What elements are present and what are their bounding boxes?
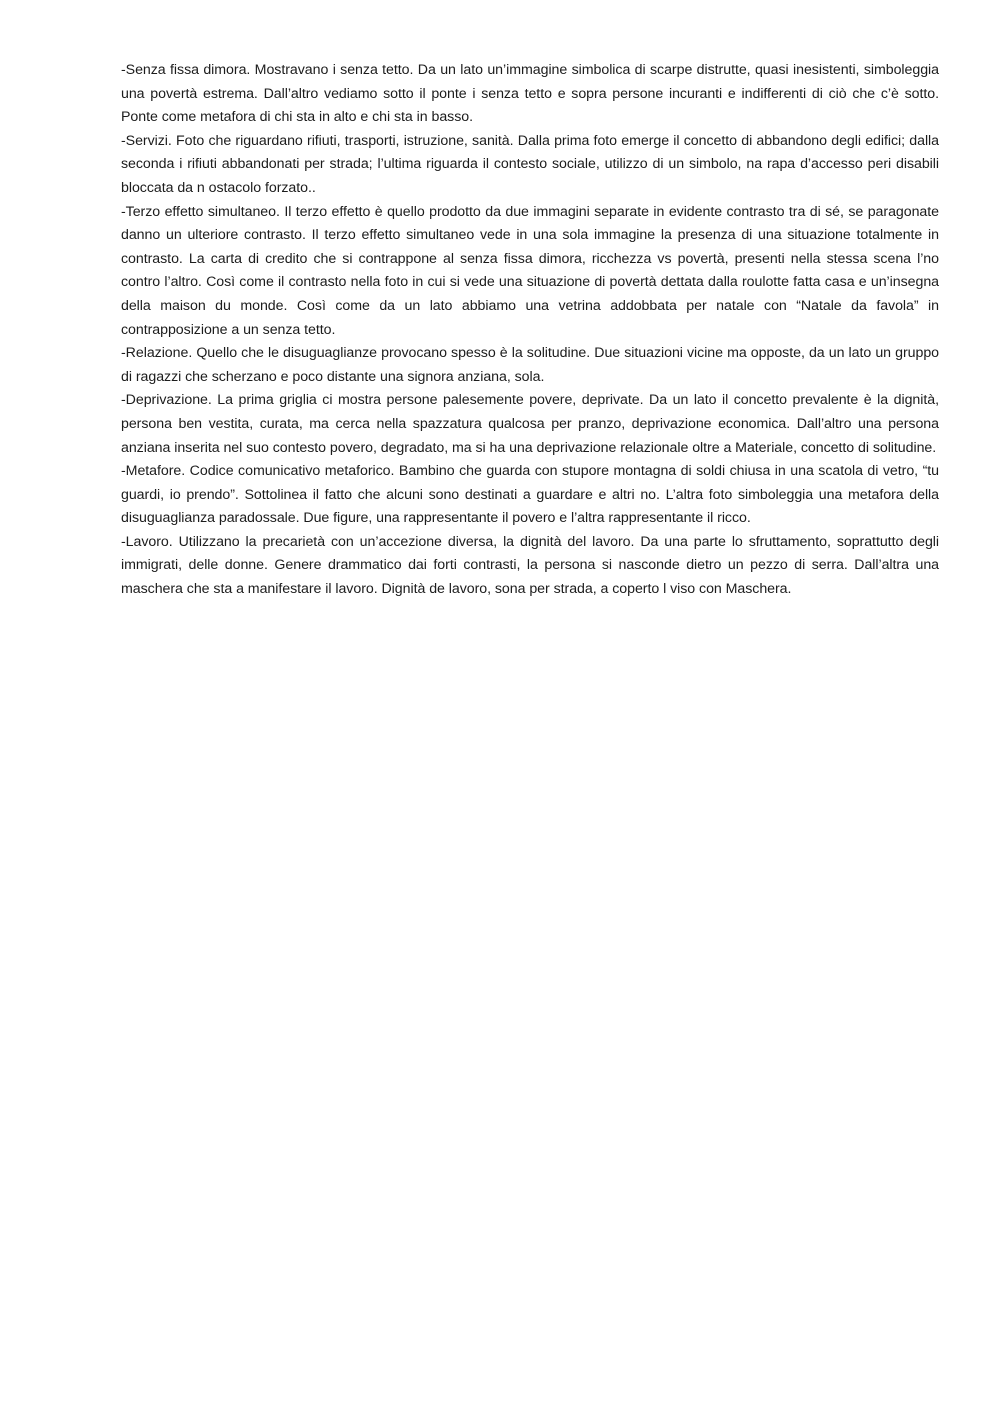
paragraph-servizi: -Servizi. Foto che riguardano rifiuti, trasporti, istruzione, sanità. Dalla prima foto emerge il concetto di abbandono degli edifici; dalla seconda i rifiuti abbandonati per strada; l’ultima riguarda il contesto sociale, utilizzo di un simbolo, na rapa d’accesso peri disabili bloccata da n ostacolo forzato.. <box>121 132 939 196</box>
paragraph-terzo-effetto-simultaneo: -Terzo effetto simultaneo. Il terzo effetto è quello prodotto da due immagini separate in evidente contrasto tra di sé, se paragonate danno un ulteriore contrasto. Il terzo effetto simultaneo vede in una sola immagine la presenza di una situazione totalmente in contrasto. La carta di credito che si contrappone al senza fissa dimora, ricchezza vs povertà, presenti nella stessa scena l’no contro l’altro. Così come il contrasto nella foto in cui si vede una situazione di povertà dettata dalla roulotte fatta casa e un’insegna della maison du monde. Così come da un lato abbiamo una vetrina addobbata per natale con “Natale da favola” in contrapposizione a un senza tetto. <box>121 203 939 338</box>
paragraph-deprivazione: -Deprivazione. La prima griglia ci mostra persone palesemente povere, deprivate. Da un lato il concetto prevalente è la dignità, persona ben vestita, curata, ma cerca nella spazzatura qualcosa per pranzo, deprivazione economica. Dall’altro una persona anziana inserita nel suo contesto povero, degradato, ma si ha una deprivazione relazionale oltre a Materiale, concetto di solitudine. <box>121 392 939 456</box>
paragraph-senza-fissa-dimora: -Senza fissa dimora. Mostravano i senza tetto. Da un lato un’immagine simbolica di scarpe distrutte, quasi inesistenti, simboleggia una povertà estrema. Dall’altro vediamo sotto il ponte i senza tetto e sopra persone incuranti e indifferenti di ciò che c’è sotto. Ponte come metafora di chi sta in alto e chi sta in basso. <box>121 62 939 126</box>
paragraph-lavoro: -Lavoro. Utilizzano la precarietà con un’accezione diversa, la dignità del lavoro. Da una parte lo sfruttamento, soprattutto degli immigrati, delle donne. Genere drammatico dai forti contrasti, la persona si nasconde dietro un pezzo di serra. Dall’altra una maschera che sta a manifestare il lavoro. Dignità de lavoro, sona per strada, a coperto l viso con Maschera. <box>121 533 939 598</box>
paragraph-relazione: -Relazione. Quello che le disuguaglianze provocano spesso è la solitudine. Due situazioni vicine ma opposte, da un lato un gruppo di ragazzi che scherzano e poco distante una signora anziana, sola. <box>121 345 939 385</box>
document-body <box>121 59 939 602</box>
paragraph-metafore: -Metafore. Codice comunicativo metaforico. Bambino che guarda con stupore montagna di soldi chiusa in una scatola di vetro, “tu guardi, io prendo”. Sottolinea il fatto che alcuni sono destinati a guardare e altri no. L’altra foto simboleggia una metafora della disuguaglianza paradossale. Due figure, una rappresentante il povero e l’altra rappresentante il ricco. <box>121 463 939 527</box>
